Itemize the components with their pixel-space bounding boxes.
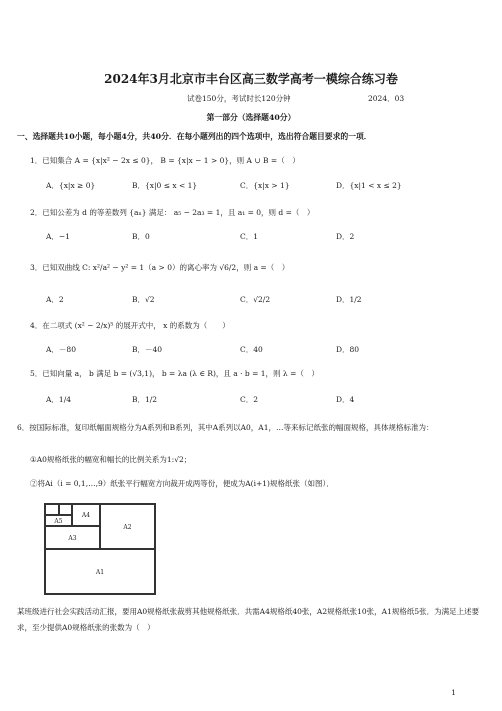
figure-cell-a7 (59, 504, 72, 515)
question-6-rule-1: ①A0规格纸张的幅宽和幅长的比例关系为1:√2； (30, 455, 192, 464)
q4-option-a: A．－80 (46, 345, 76, 354)
page-title: 2024年3月北京市丰台区高三数学高考一模综合练习卷 (104, 72, 398, 86)
question-6-rule-2: ②将Ai（i = 0,1,…,9）纸张平行幅宽方向裁开成两等份，便成为A(i+1)规格纸张（如图）． (30, 479, 334, 488)
q2-option-a: A．−1 (46, 232, 70, 241)
figure-label-a3: A3 (45, 526, 100, 549)
paper-size-diagram (44, 503, 156, 595)
question-6-question: 某班级进行社会实践活动汇报，要用A0规格纸张裁剪其他规格纸张．共需A4规格纸40张，A2规格纸张10张，A1规格纸5张．为满足上述要求，至少提供A0规格纸张的张数为（ ） (17, 607, 480, 632)
section-title: 一、选择题共10小题，每小题4分，共40分．在每小题列出的四个选项中，选出符合题目要求的一项． (17, 132, 372, 141)
q1-option-c: C．{x|x > 1} (240, 181, 290, 190)
q4-option-d: D．80 (336, 345, 360, 354)
question-5-stem: 5．已知向量 a， b 满足 b = (√3,1)， b = λa (λ ∈ R)，且 a · b = 1，则 λ =（ ） (30, 369, 319, 378)
figure-label-a1: A1 (45, 549, 155, 594)
q5-option-a: A．1/4 (46, 395, 71, 404)
q5-option-c: C．2 (240, 395, 259, 404)
q3-option-d: D．1/2 (336, 295, 362, 304)
question-1-stem: 1．已知集合 A = {x|x² − 2x ≤ 0}， B = {x|x − 1 > 0}，则 A ∪ B =（ ） (30, 156, 300, 165)
figure-label-a5: A5 (45, 515, 72, 526)
q4-option-c: C．40 (240, 345, 263, 354)
q3-option-a: A．2 (46, 295, 64, 304)
question-4-stem: 4．在二项式 (x² − 2/x)⁵ 的展开式中， x 的系数为（ ） (30, 321, 230, 330)
q5-option-d: D．4 (336, 395, 355, 404)
q3-option-c: C．√2/2 (240, 295, 271, 304)
figure-cell-a6 (45, 504, 59, 515)
q4-option-b: B．－40 (132, 345, 163, 354)
exam-date: 2024．03 (368, 94, 405, 103)
q3-option-b: B．√2 (132, 295, 155, 304)
page-number: 1 (451, 688, 456, 697)
exam-info: 试卷150分，考试时长120分钟 (187, 94, 291, 103)
q1-option-d: D．{x|1 < x ≤ 2} (336, 181, 402, 190)
figure-label-a4: A4 (72, 504, 100, 526)
question-3-stem: 3．已知双曲线 C: x²/a² − y² = 1（a > 0）的离心率为 √6/2，则 a =（ ） (30, 263, 290, 272)
q2-option-b: B．0 (132, 232, 150, 241)
question-6-text: 6．按国际标准，复印纸幅面规格分为A系列和B系列，其中A系列以A0，A1，…等来标记纸张的幅面规格，具体规格标准为： (17, 423, 434, 432)
q5-option-b: B．1/2 (132, 395, 158, 404)
q2-option-d: D．2 (336, 232, 355, 241)
part-title: 第一部分（选择题40分） (206, 113, 296, 122)
q1-option-b: B．{x|0 ≤ x < 1} (132, 181, 198, 190)
q2-option-c: C．1 (240, 232, 259, 241)
q1-option-a: A．{x|x ≥ 0} (46, 181, 96, 190)
figure-label-a2: A2 (100, 504, 155, 549)
question-2-stem: 2．已知公差为 d 的等差数列 {aₙ} 满足： a₅ − 2a₃ = 1，且 a₁ = 0，则 d =（ ） (30, 208, 315, 217)
